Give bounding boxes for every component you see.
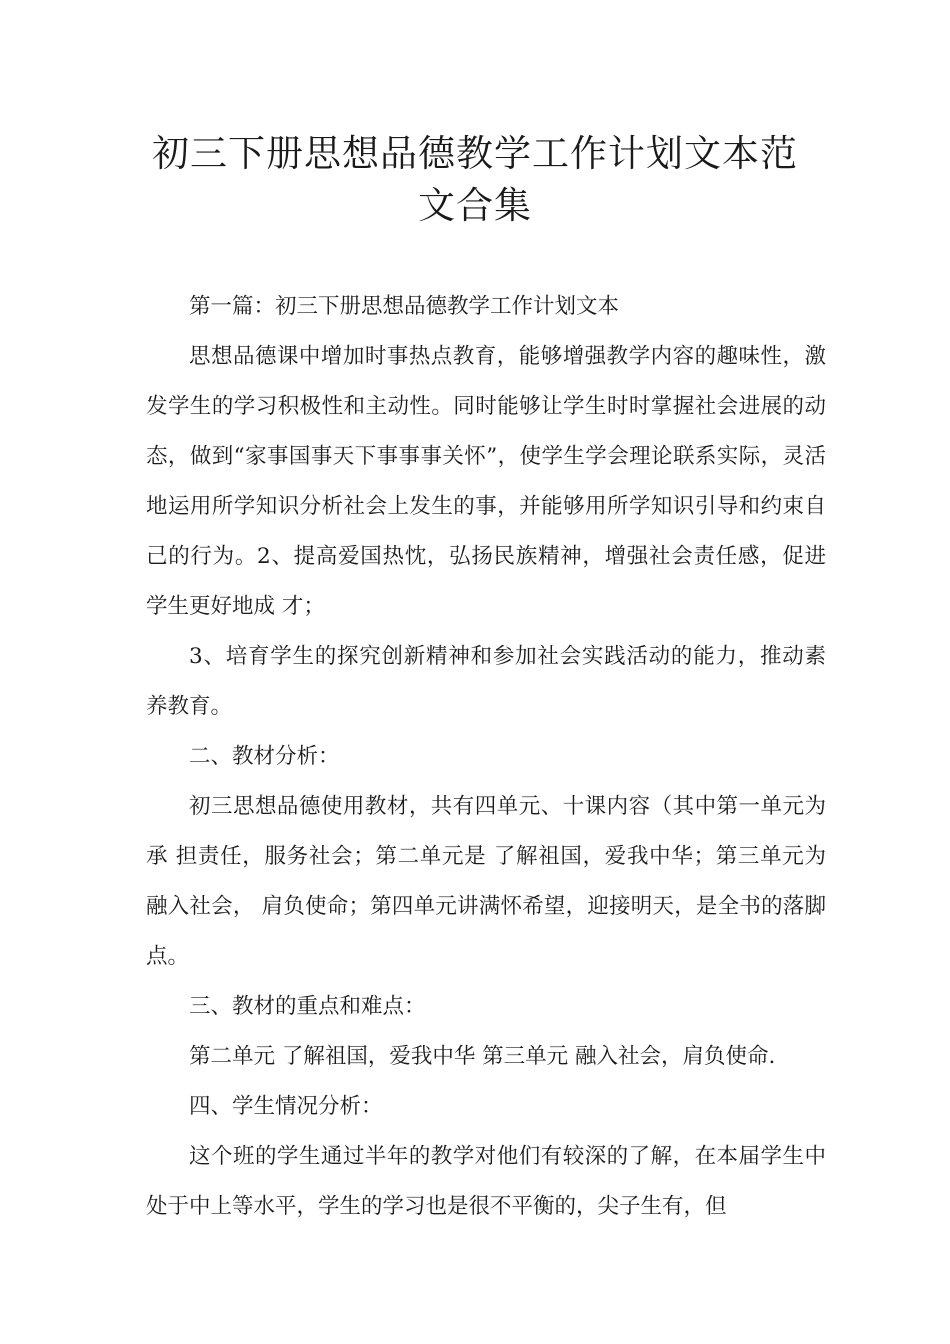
paragraph-textbook-heading: 二、教材分析： [189,744,340,769]
paragraph-students-analysis: 这个班的学生通过半年的教学对他们有较深的了解，在本届学生中处于中上等水平，学生的学习也是很不平衡的，尖子生有，但 [146,1144,826,1219]
paragraph-textbook-analysis: 初三思想品德使用教材，共有四单元、十课内容（其中第一单元为承 担责任，服务社会；第二单元是 了解祖国，爱我中华；第三单元为 融入社会， 肩负使命；第四单元讲满怀希望，迎接明天，是全书的落脚点。 [146,794,826,969]
paragraph-part-one-heading: 第一篇：初三下册思想品德教学工作计划文本 [189,294,620,319]
paragraph-students-heading: 四、学生情况分析： [189,1094,383,1119]
document-title [100,128,850,232]
title-line-2: 文合集 [418,184,532,227]
paragraph-current-affairs: 思想品德课中增加时事热点教育，能够增强教学内容的趣味性，激发学生的学习积极性和主动性。同时能够让学生时时掌握社会进展的动态，做到“家事国事天下事事事关怀”，使学生学会理论联系实际，灵活地运用所学知识分析社会上发生的事，并能够用所学知识引导和约束自己的行为。2、提高爱国热忱，弘扬民族精神，增强社会责任感，促进学生更好地成 才； [146,344,826,619]
paragraph-keypoints-heading: 三、教材的重点和难点： [189,994,426,1019]
document-body [146,282,826,1232]
title-line-1: 初三下册思想品德教学工作计划文本范 [152,132,798,175]
paragraph-innovation: 3、培育学生的探究创新精神和参加社会实践活动的能力，推动素养教育。 [146,644,826,719]
paragraph-keypoints: 第二单元 了解祖国，爱我中华 第三单元 融入社会，肩负使命. [189,1044,776,1069]
